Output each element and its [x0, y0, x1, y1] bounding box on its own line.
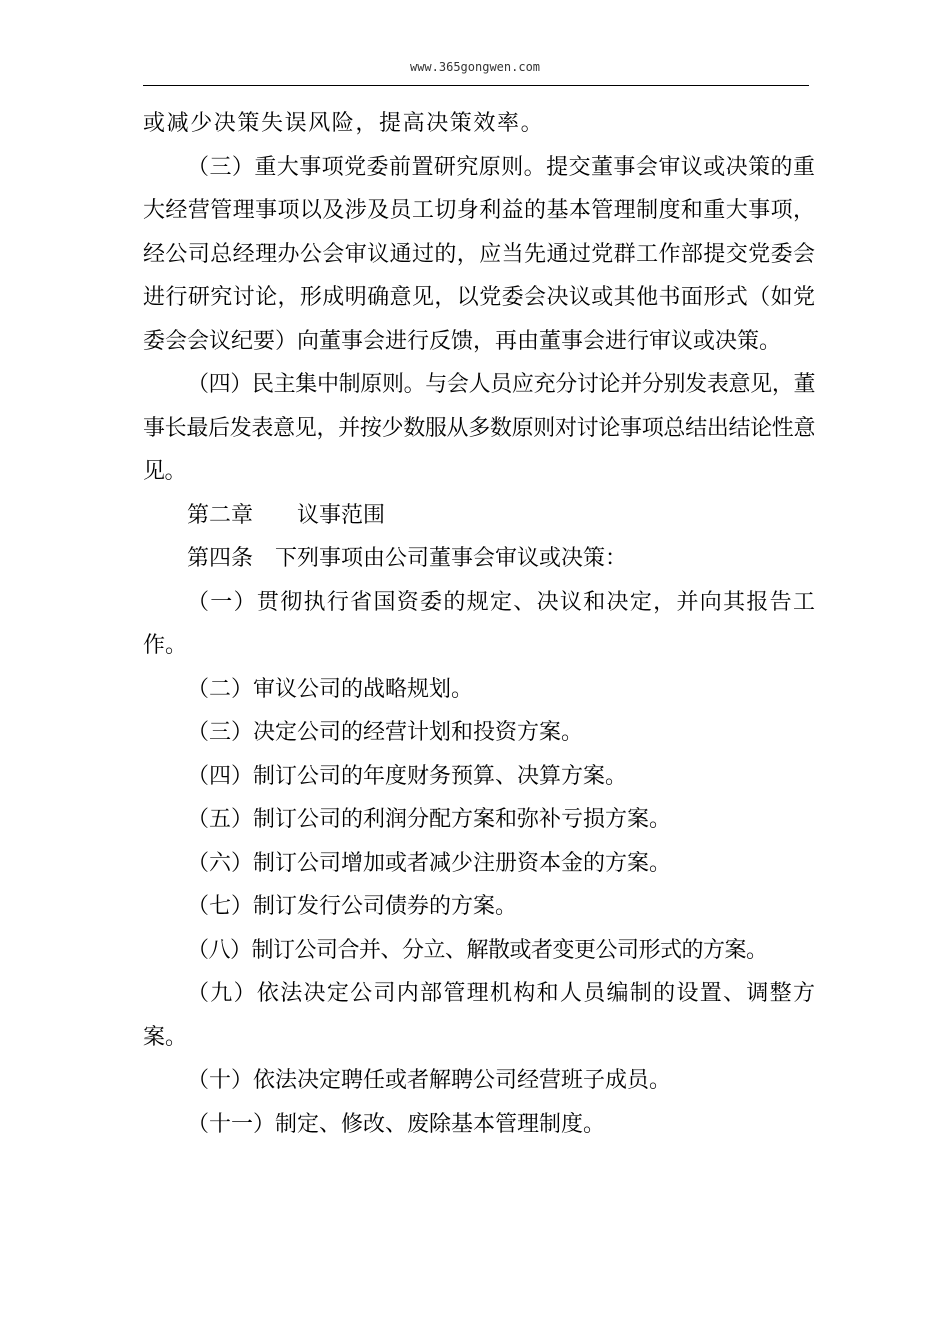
chapter-heading: 第二章 议事范围 [187, 502, 386, 528]
paragraph-democratic-centralism: （四）民主集中制原则。与会人员应充分讨论并分别发表意见，董事长最后发表意见，并按少数服从多数原则对讨论事项总结出结论性意见。 [143, 372, 815, 484]
paragraph-party-committee-principle: （三）重大事项党委前置研究原则。提交董事会审议或决策的重大经营管理事项以及涉及员工切身利益的基本管理制度和重大事项，经公司总经理办公会审议通过的，应当先通过党群工作部提交党委会进行研究讨论，形成明确意见，以党委会决议或其他书面形式（如党委会会议纪要）向董事会进行反馈，再由董事会进行审议或决策。 [143, 154, 815, 354]
document-body [143, 102, 815, 1146]
site-header: www.365gongwen.com [409, 60, 541, 74]
list-item: （十）依法决定聘任或者解聘公司经营班子成员。 [187, 1068, 672, 1093]
list-item: （三）决定公司的经营计划和投资方案。 [187, 720, 584, 745]
list-item: （九）依法决定公司内部管理机构和人员编制的设置、调整方案。 [143, 981, 815, 1050]
header-divider [143, 85, 809, 86]
article-four-heading: 第四条 下列事项由公司董事会审议或决策： [187, 546, 628, 571]
list-item: （五）制订公司的利润分配方案和弥补亏损方案。 [187, 807, 672, 832]
paragraph-decision-efficiency: 或减少决策失误风险，提高决策效率。 [143, 111, 545, 136]
list-item: （六）制订公司增加或者减少注册资本金的方案。 [187, 850, 672, 876]
list-item: （七）制订发行公司债券的方案。 [187, 894, 518, 919]
list-item: （四）制订公司的年度财务预算、决算方案。 [187, 763, 628, 789]
list-item: （二）审议公司的战略规划。 [187, 676, 474, 702]
list-item: （十一）制定、修改、废除基本管理制度。 [187, 1111, 606, 1137]
list-item: （一）贯彻执行省国资委的规定、决议和决定，并向其报告工作。 [143, 589, 815, 658]
list-item: （八）制订公司合并、分立、解散或者变更公司形式的方案。 [187, 937, 768, 963]
